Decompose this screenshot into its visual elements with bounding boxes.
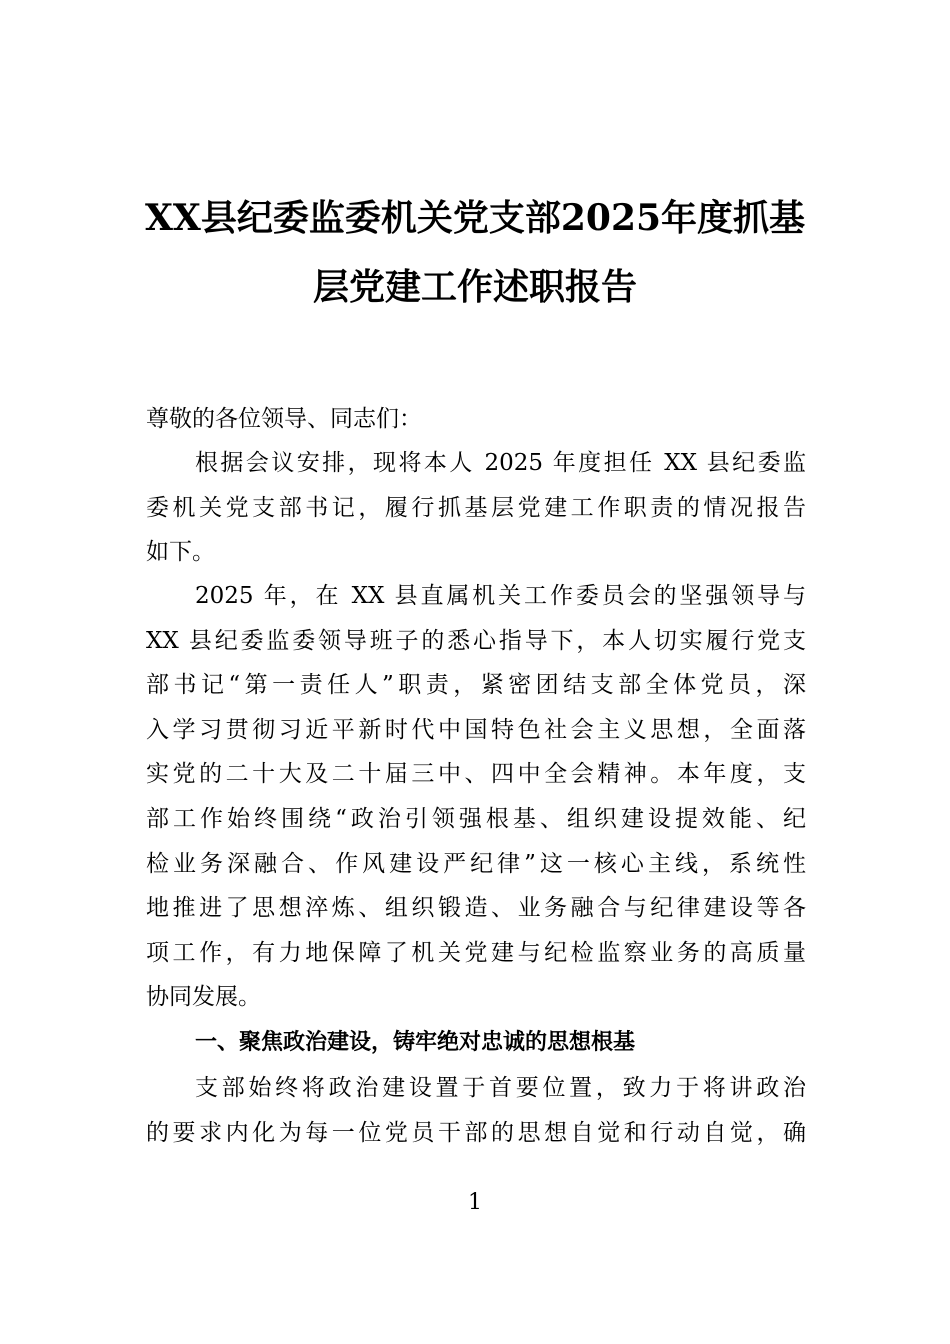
paragraph-3 bbox=[146, 1066, 806, 1155]
paragraph-2-line: 部书记“第一责任人”职责，紧密团结支部全体党员，深 bbox=[146, 672, 806, 699]
paragraph-2-line: 部工作始终围绕“政治引领强根基、组织建设提效能、纪 bbox=[146, 805, 806, 832]
page-number: 1 bbox=[468, 1190, 482, 1215]
section-heading-1: 一、聚焦政治建设，铸牢绝对忠诚的思想根基 bbox=[195, 1030, 636, 1055]
document-title-line-2: 层党建工作述职报告 bbox=[312, 266, 637, 308]
paragraph-2 bbox=[146, 574, 806, 1020]
paragraph-2-line: 项工作，有力地保障了机关党建与纪检监察业务的高质量 bbox=[146, 939, 806, 966]
paragraph-1-line: 根据会议安排，现将本人 2025 年度担任 XX 县纪委监 bbox=[195, 450, 806, 476]
paragraph-3-line: 支部始终将政治建设置于首要位置，致力于将讲政治 bbox=[195, 1075, 806, 1101]
paragraph-2-line: 协同发展。 bbox=[146, 984, 261, 1011]
paragraph-2-line: 2025 年，在 XX 县直属机关工作委员会的坚强领导与 bbox=[195, 583, 806, 609]
paragraph-2-line: 地推进了思想淬炼、组织锻造、业务融合与纪律建设等各 bbox=[146, 895, 806, 922]
document-title-line-1: XX县纪委监委机关党支部2025年度抓基 bbox=[145, 197, 806, 239]
paragraph-2-line: 入学习贯彻习近平新时代中国特色社会主义思想，全面落 bbox=[146, 716, 806, 743]
paragraph-1-line: 如下。 bbox=[146, 539, 215, 566]
paragraph-1 bbox=[146, 441, 806, 575]
paragraph-2-line: 检业务深融合、作风建设严纪律”这一核心主线，系统性 bbox=[146, 850, 806, 877]
paragraph-2-line: 实党的二十大及二十届三中、四中全会精神。本年度，支 bbox=[146, 761, 806, 788]
paragraph-1-line: 委机关党支部书记，履行抓基层党建工作职责的情况报告 bbox=[146, 494, 806, 521]
paragraph-2-line: XX 县纪委监委领导班子的悉心指导下，本人切实履行党支 bbox=[146, 627, 806, 654]
salutation: 尊敬的各位领导、同志们： bbox=[146, 406, 422, 432]
paragraph-3-line: 的要求内化为每一位党员干部的思想自觉和行动自觉，确 bbox=[146, 1119, 806, 1146]
